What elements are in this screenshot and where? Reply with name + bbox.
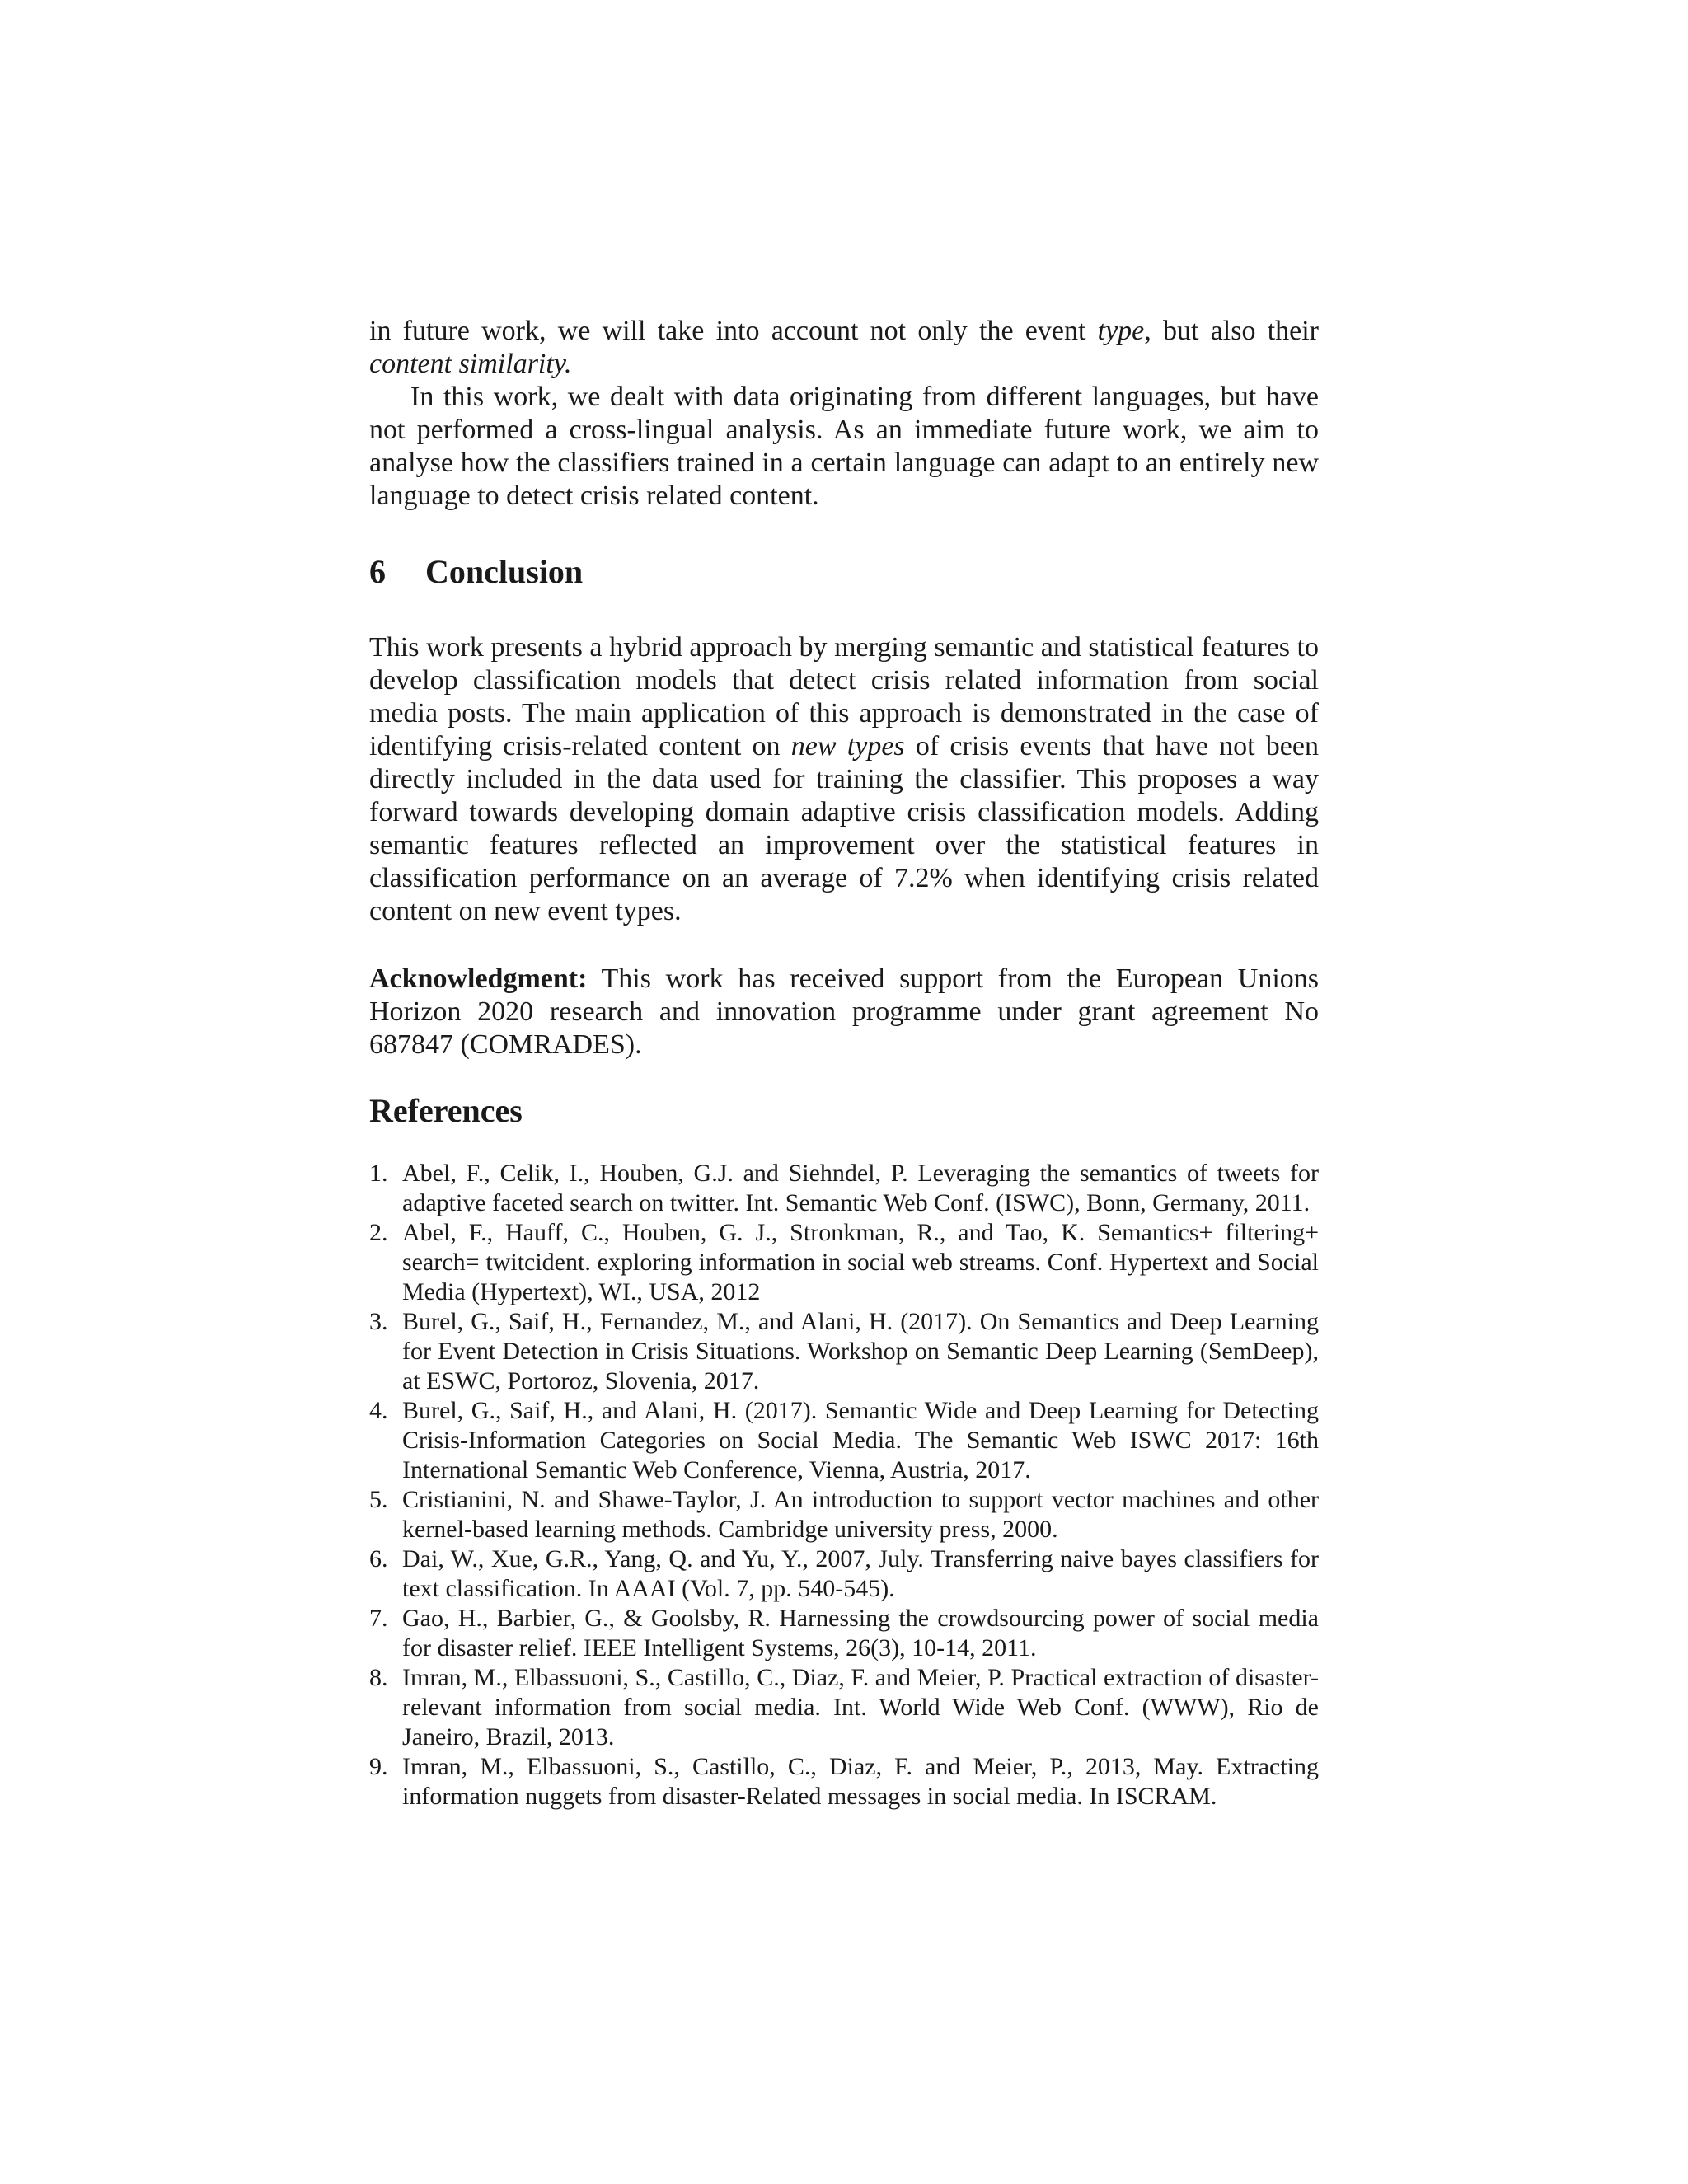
reference-item bbox=[369, 1159, 1319, 1218]
reference-text: Imran, M., Elbassuoni, S., Castillo, C., Diaz, F. and Meier, P. Practical extraction of disaster-relevant information from social media. Int. World Wide Web Conf. (WWW), Rio de Janeiro, Brazil, 2013. bbox=[402, 1664, 1319, 1750]
intro-paragraph-1 bbox=[369, 315, 1319, 381]
reference-item bbox=[369, 1396, 1319, 1485]
reference-item bbox=[369, 1218, 1319, 1307]
reference-number: 9. bbox=[369, 1753, 388, 1780]
reference-number: 4. bbox=[369, 1397, 388, 1424]
reference-text: Burel, G., Saif, H., Fernandez, M., and Alani, H. (2017). On Semantics and Deep Learning for Event Detection in Crisis Situations. Workshop on Semantic Deep Learning (SemDeep), at ESWC, Portoroz, Slovenia, 2017. bbox=[402, 1308, 1319, 1394]
reference-text: Dai, W., Xue, G.R., Yang, Q. and Yu, Y., 2007, July. Transferring naive bayes classifiers for text classification. In AAAI (Vol. 7, pp. 540-545). bbox=[402, 1545, 1319, 1602]
reference-text: Burel, G., Saif, H., and Alani, H. (2017). Semantic Wide and Deep Learning for Detecting Crisis-Information Categories on Social Media. The Semantic Web ISWC 2017: 16th International Semantic Web Conference, Vienna, Austria, 2017. bbox=[402, 1397, 1319, 1483]
intro-p1-text-a: in future work, we will take into account not only the event bbox=[369, 316, 1098, 346]
reference-item bbox=[369, 1604, 1319, 1663]
reference-number: 2. bbox=[369, 1219, 388, 1246]
reference-number: 6. bbox=[369, 1545, 388, 1572]
conclusion-emphasis-new-types: new types bbox=[790, 731, 905, 762]
reference-text: Abel, F., Hauff, C., Houben, G. J., Stronkman, R., and Tao, K. Semantics+ filtering+ search= twitcident. exploring information in social web streams. Conf. Hypertext and Social Media (Hypertext), WI., USA, 2012 bbox=[402, 1219, 1319, 1305]
references-heading: References bbox=[369, 1092, 523, 1129]
reference-number: 1. bbox=[369, 1160, 388, 1187]
conclusion-paragraph bbox=[369, 631, 1319, 928]
reference-item bbox=[369, 1663, 1319, 1752]
reference-number: 3. bbox=[369, 1308, 388, 1335]
section-title: Conclusion bbox=[425, 553, 584, 590]
paper-page bbox=[369, 315, 1319, 1811]
reference-number: 8. bbox=[369, 1664, 388, 1691]
reference-item bbox=[369, 1544, 1319, 1604]
conclusion-text-b: of crisis events that have not been directly included in the data used for training the classifier. This proposes a way forward towards developing domain adaptive crisis classification models. Adding semantic features reflected an improvement over the statistical features in classification performance on an average of 7.2% when identifying crisis related content on new event types. bbox=[369, 731, 1319, 926]
reference-text: Abel, F., Celik, I., Houben, G.J. and Siehndel, P. Leveraging the semantics of tweets for adaptive faceted search on twitter. Int. Semantic Web Conf. (ISWC), Bonn, Germany, 2011. bbox=[402, 1160, 1319, 1216]
intro-p1-text-b: , but also their bbox=[1144, 316, 1319, 346]
intro-paragraph-2: In this work, we dealt with data originating from different languages, but have not performed a cross-lingual analysis. As an immediate future work, we aim to analyse how the classifiers trained in a certain language can adapt to an entirely new language to detect crisis related content. bbox=[369, 382, 1319, 511]
references-list bbox=[369, 1159, 1319, 1811]
section-number: 6 bbox=[369, 553, 386, 590]
reference-item bbox=[369, 1307, 1319, 1396]
reference-text: Gao, H., Barbier, G., & Goolsby, R. Harnessing the crowdsourcing power of social media for disaster relief. IEEE Intelligent Systems, 26(3), 10-14, 2011. bbox=[402, 1605, 1319, 1661]
intro-p1-emphasis-type: type bbox=[1097, 316, 1145, 346]
reference-item bbox=[369, 1485, 1319, 1544]
acknowledgment-paragraph bbox=[369, 963, 1319, 1062]
acknowledgment-label: Acknowledgment: bbox=[369, 963, 588, 994]
acknowledgment-text: This work has received support from the European Unions Horizon 2020 research and innovation programme under grant agreement No 687847 (COMRADES). bbox=[369, 963, 1319, 1060]
reference-item bbox=[369, 1752, 1319, 1811]
intro-p1-emphasis-similarity: content similarity. bbox=[369, 349, 572, 379]
reference-text: Imran, M., Elbassuoni, S., Castillo, C., Diaz, F. and Meier, P., 2013, May. Extracting information nuggets from disaster-Related messages in social media. In ISCRAM. bbox=[402, 1753, 1319, 1810]
conclusion-text-a: This work presents a hybrid approach by merging semantic and statistical features to develop classification models that detect crisis related information from social media posts. The main application of this approach is demonstrated in the case of identifying crisis-related content on bbox=[369, 632, 1319, 762]
reference-number: 5. bbox=[369, 1486, 388, 1513]
reference-text: Cristianini, N. and Shawe-Taylor, J. An introduction to support vector machines and other kernel-based learning methods. Cambridge university press, 2000. bbox=[402, 1486, 1319, 1543]
conclusion-heading bbox=[369, 552, 1319, 592]
reference-number: 7. bbox=[369, 1605, 388, 1632]
